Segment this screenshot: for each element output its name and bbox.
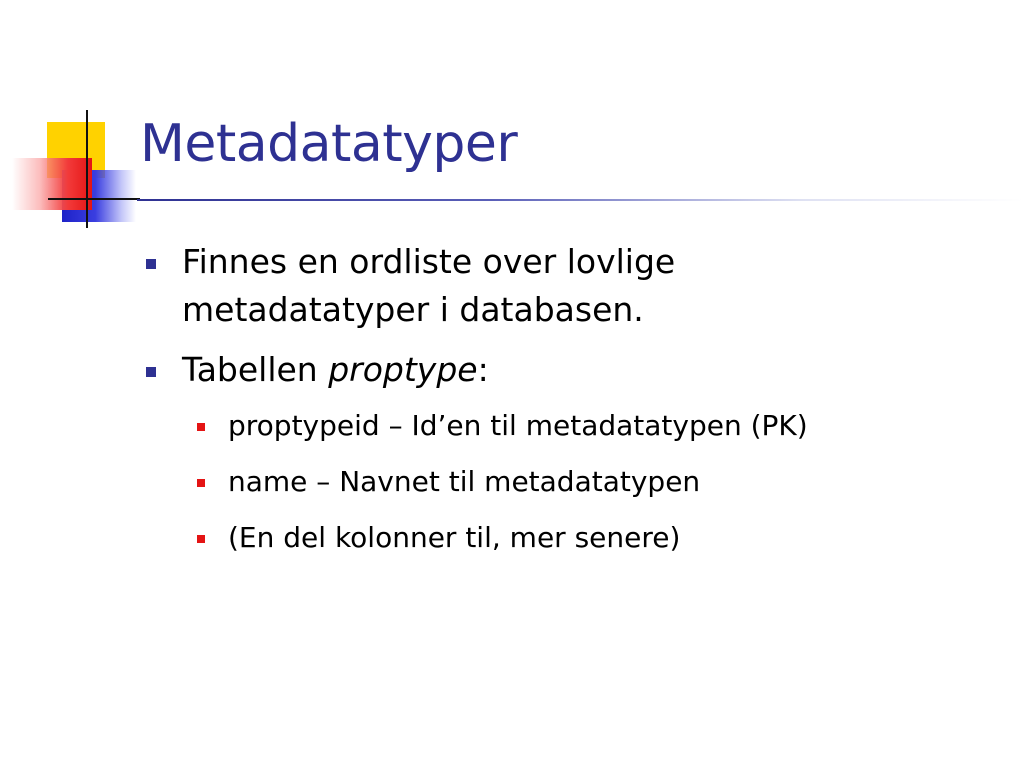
sub-bullet-item	[146, 406, 1006, 446]
logo-horizontal-line	[48, 198, 140, 200]
square-bullet-icon	[197, 479, 205, 487]
sub-bullet-text: proptypeid – Id’en til metadatatypen (PK)	[228, 409, 808, 442]
square-bullet-icon	[146, 367, 156, 377]
title-underline	[137, 199, 1023, 201]
bullet-text-line1: Finnes en ordliste over lovlige	[182, 242, 676, 281]
sub-bullet-item	[146, 462, 1006, 502]
decorative-logo	[0, 0, 140, 240]
logo-vertical-line	[86, 110, 88, 228]
square-bullet-icon	[197, 423, 205, 431]
sub-bullet-item	[146, 518, 1006, 558]
bullet-text-prefix: Tabellen	[182, 350, 329, 389]
slide-title: Metadatatyper	[140, 114, 518, 174]
bullet-text-suffix: :	[477, 350, 489, 389]
bullet-text-line2: metadatatyper i databasen.	[182, 290, 644, 329]
slide-content	[146, 238, 1006, 574]
bullet-item	[146, 238, 1006, 334]
square-bullet-icon	[146, 259, 156, 269]
logo-red-square	[12, 158, 92, 210]
square-bullet-icon	[197, 535, 205, 543]
bullet-text-italic: proptype	[328, 350, 478, 389]
sub-bullet-text: (En del kolonner til, mer senere)	[228, 521, 681, 554]
sub-bullet-text: name – Navnet til metadatatypen	[228, 465, 701, 498]
bullet-item	[146, 346, 1006, 394]
